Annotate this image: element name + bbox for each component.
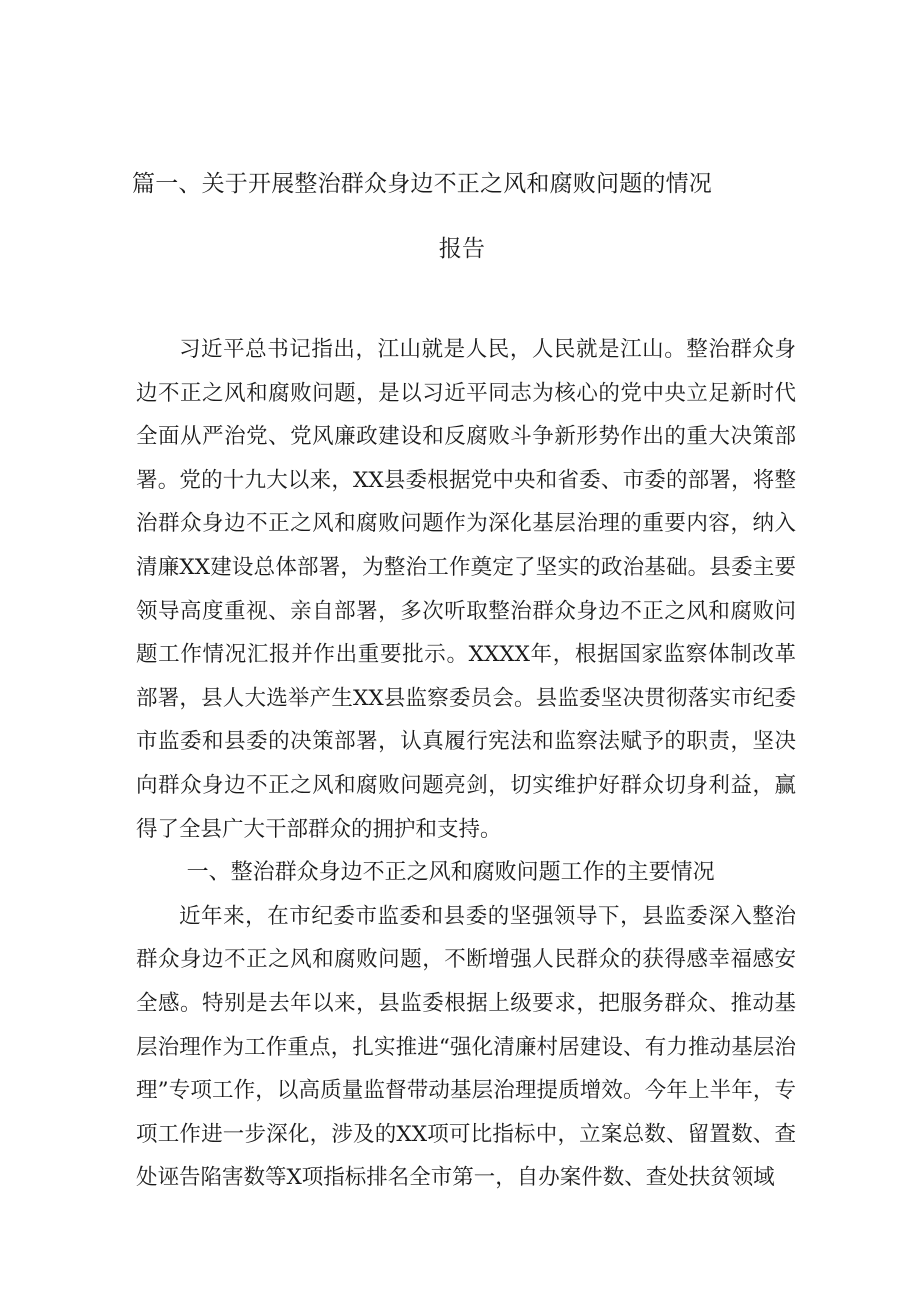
section-heading-1: 一、整治群众身边不正之风和腐败问题工作的主要情况 bbox=[186, 860, 715, 886]
document-title-line-2: 报告 bbox=[438, 236, 486, 262]
section-1-paragraph: 近年来，在市纪委市监委和县委的坚强领导下，县监委深入整治群众身边不正之风和腐败问题，不断增强人民群众的获得感幸福感安全感。特别是去年以来，县监委根据上级要求，把服务群众、推动基层治理作为工作重点，扎实推进“强化清廉村居建设、有力推动基层治理”专项工作，以高质量监督带动基层治理提质增效。今年上半年，专项工作进一步深化，涉及的XX项可比指标中，立案总数、留置数、查处诬告陷害数等X项指标排名全市第一，自办案件数、查处扶贫领域 bbox=[136, 903, 796, 1191]
document-body bbox=[136, 328, 796, 1200]
document-title-line-1: 篇一、关于开展整治群众身边不正之风和腐败问题的情况 bbox=[132, 171, 712, 197]
intro-paragraph: 习近平总书记指出，江山就是人民，人民就是江山。整治群众身边不正之风和腐败问题，是以习近平同志为核心的党中央立足新时代全面从严治党、党风廉政建设和反腐败斗争新形势作出的重大决策部署。党的十九大以来，XX县委根据党中央和省委、市委的部署，将整治群众身边不正之风和腐败问题作为深化基层治理的重要内容，纳入清廉XX建设总体部署，为整治工作奠定了坚实的政治基础。县委主要领导高度重视、亲自部署，多次听取整治群众身边不正之风和腐败问题工作情况汇报并作出重要批示。XXXX年，根据国家监察体制改革部署，县人大选举产生XX县监察委员会。县监委坚决贯彻落实市纪委市监委和县委的决策部署，认真履行宪法和监察法赋予的职责，坚决向群众身边不正之风和腐败问题亮剑，切实维护好群众切身利益，赢得了全县广大干部群众的拥护和支持。 bbox=[136, 337, 796, 842]
